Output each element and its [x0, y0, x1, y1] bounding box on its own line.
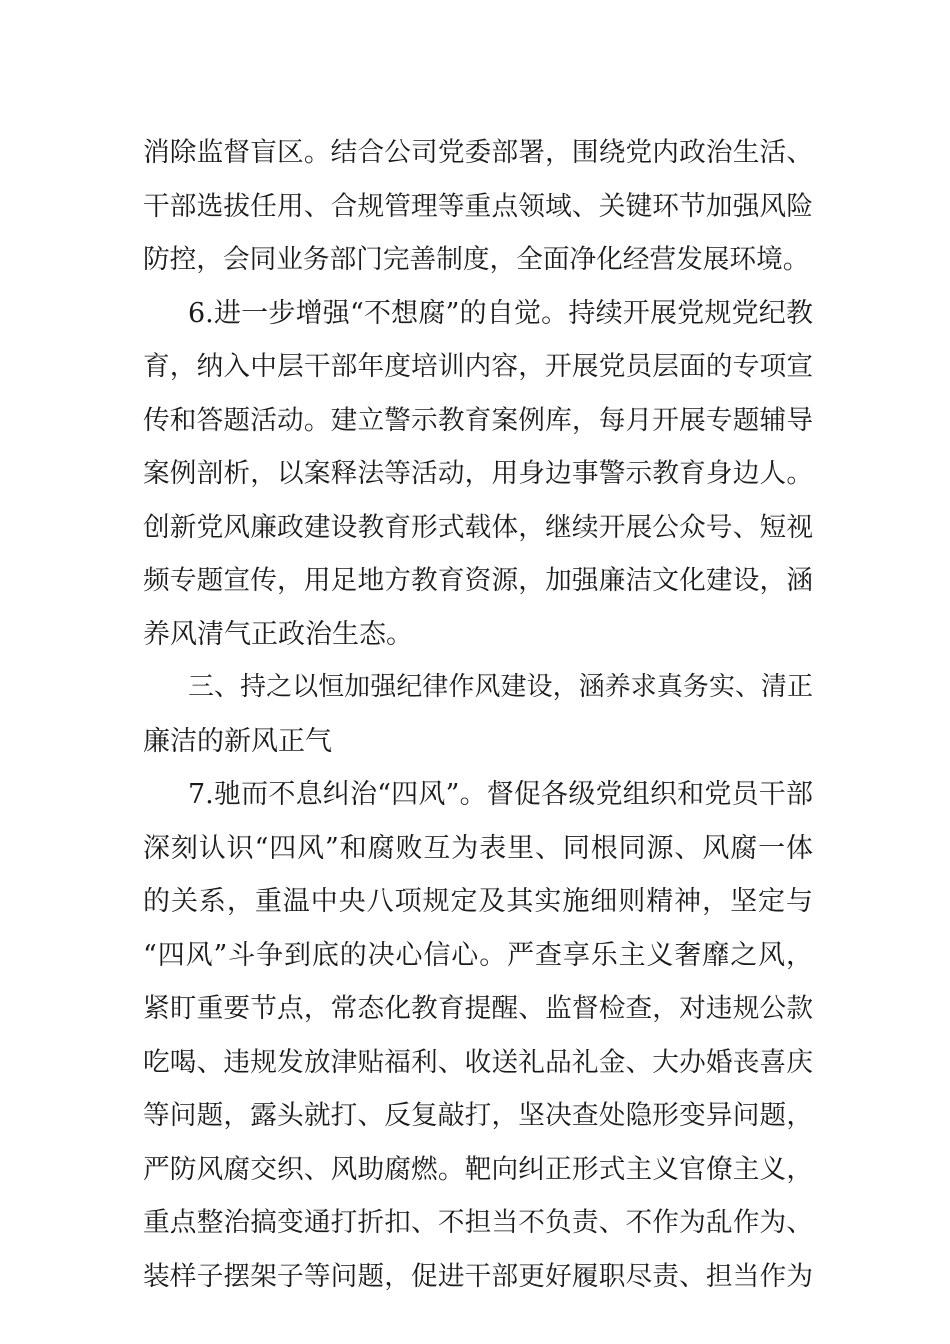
text-line: 消除监督盲区。结合公司党委部署，围绕党内政治生活、 [143, 137, 813, 168]
text-line: 装样子摆架子等问题，促进干部更好履职尽责、担当作为 [143, 1260, 813, 1292]
text-line: 频专题宣传，用足地方教育资源，加强廉洁文化建设，涵 [143, 565, 813, 596]
text-line: 育，纳入中层干部年度培训内容，开展党员层面的专项宣 [143, 351, 813, 382]
text-line: 干部选拔任用、合规管理等重点领域、关键环节加强风险 [143, 190, 813, 222]
text-line: 深刻认识“四风”和腐败互为表里、同根同源、风腐一体 [143, 832, 813, 864]
text-line: 养风清气正政治生态。 [143, 618, 413, 650]
text-line: 防控，会同业务部门完善制度，全面净化经营发展环境。 [143, 244, 810, 275]
text-line: 紧盯重要节点，常态化教育提醒、监督检查，对违规公款 [143, 993, 813, 1024]
section-heading-6: 6.进一步增强“不想腐”的自觉。持续开展党规党纪教 [188, 297, 813, 329]
text-line: 等问题，露头就打、反复敲打，坚决查处隐形变异问题， [143, 1100, 813, 1131]
section-heading-7: 7.驰而不息纠治“四风”。督促各级党组织和党员干部 [188, 779, 813, 810]
text-line: 严防风腐交织、风助腐燃。靶向纠正形式主义官僚主义， [143, 1153, 813, 1185]
text-line: 创新党风廉政建设教育形式载体，继续开展公众号、短视 [143, 511, 813, 543]
text-line: 案例剖析，以案释法等活动，用身边事警示教育身边人。 [143, 458, 813, 489]
text-line: 传和答题活动。建立警示教育案例库，每月开展专题辅导 [143, 404, 813, 436]
text-line: 的关系，重温中央八项规定及其实施细则精神，坚定与 [143, 886, 813, 917]
text-line: 廉洁的新风正气 [143, 725, 332, 757]
text-line: 吃喝、违规发放津贴福利、收送礼品礼金、大办婚丧喜庆 [143, 1046, 813, 1078]
section-heading-3: 三、持之以恒加强纪律作风建设，涵养求真务实、清正 [188, 672, 813, 702]
text-line: “四风”斗争到底的决心信心。严查享乐主义奢靡之风， [143, 939, 813, 971]
text-line: 重点整治搞变通打折扣、不担当不负责、不作为乱作为、 [143, 1207, 813, 1238]
document-body [143, 126, 813, 1303]
